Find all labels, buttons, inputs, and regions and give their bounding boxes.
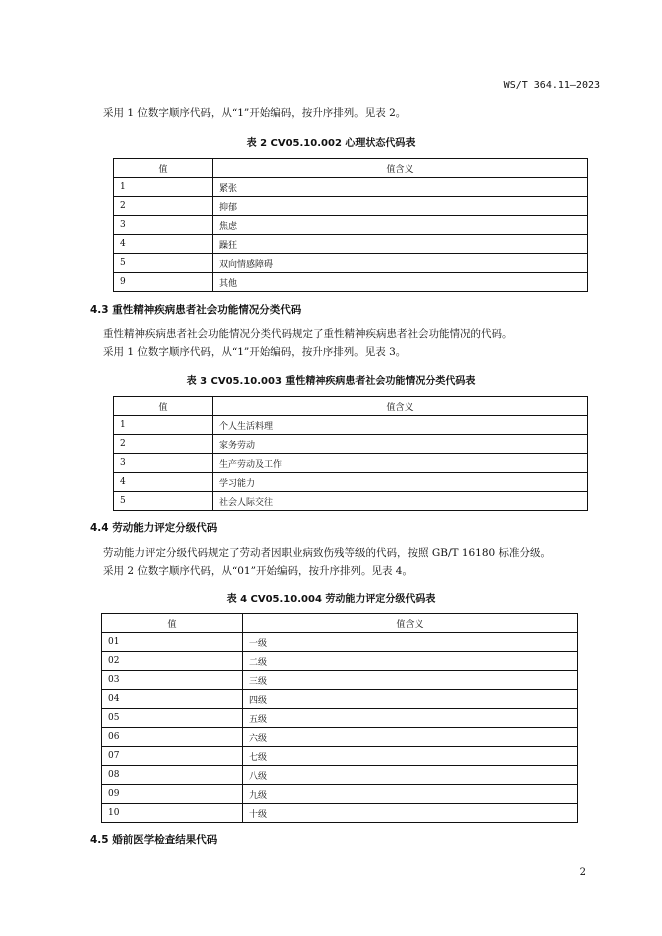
column-header-value: 值: [102, 614, 243, 633]
cell-meaning: 八级: [243, 766, 578, 785]
cell-meaning: 五级: [243, 709, 578, 728]
table-row: [102, 766, 578, 785]
cell-value: 1: [114, 416, 213, 435]
table-row: [102, 633, 578, 652]
cell-value: 3: [114, 216, 213, 235]
column-header-meaning: 值含义: [243, 614, 578, 633]
cell-value: 4: [114, 473, 213, 492]
cell-meaning: 双向情感障碍: [213, 254, 588, 273]
cell-value: 01: [102, 633, 243, 652]
cell-meaning: 三级: [243, 671, 578, 690]
cell-value: 5: [114, 492, 213, 511]
table-row: [114, 416, 588, 435]
cell-meaning: 九级: [243, 785, 578, 804]
table-row: [114, 197, 588, 216]
column-header-value: 值: [114, 397, 213, 416]
cell-meaning: 四级: [243, 690, 578, 709]
section-4-3-paragraph-2: 采用 1 位数字顺序代码，从“1”开始编码，按升序排列。见表 3。: [103, 346, 407, 358]
cell-meaning: 学习能力: [213, 473, 588, 492]
table3-caption: 表 3 CV05.10.003 重性精神疾病患者社会功能情况分类代码表: [186, 376, 476, 387]
cell-value: 4: [114, 235, 213, 254]
table-row: [114, 492, 588, 511]
table-row: [102, 671, 578, 690]
cell-meaning: 社会人际交往: [213, 492, 588, 511]
cell-value: 03: [102, 671, 243, 690]
cell-meaning: 躁狂: [213, 235, 588, 254]
cell-value: 06: [102, 728, 243, 747]
cell-value: 04: [102, 690, 243, 709]
table-row: [102, 690, 578, 709]
table-header-row: [102, 614, 578, 633]
cell-value: 2: [114, 435, 213, 454]
cell-meaning: 一级: [243, 633, 578, 652]
cell-meaning: 紧张: [213, 178, 588, 197]
cell-value: 02: [102, 652, 243, 671]
table2-psychological-state-codes: [113, 158, 588, 292]
table-row: [114, 178, 588, 197]
cell-meaning: 七级: [243, 747, 578, 766]
table2-intro-text: 采用 1 位数字顺序代码，从“1”开始编码，按升序排列。见表 2。: [103, 107, 407, 119]
table-row: [102, 728, 578, 747]
section-4-5-heading: 4.5 婚前医学检查结果代码: [90, 834, 218, 846]
table-header-row: [114, 397, 588, 416]
table-row: [114, 254, 588, 273]
cell-value: 9: [114, 273, 213, 292]
section-4-3-heading: 4.3 重性精神疾病患者社会功能情况分类代码: [90, 304, 302, 316]
cell-meaning: 生产劳动及工作: [213, 454, 588, 473]
table-row: [114, 454, 588, 473]
column-header-meaning: 值含义: [213, 397, 588, 416]
table-row: [102, 804, 578, 823]
section-4-4-paragraph-1: 劳动能力评定分级代码规定了劳动者因职业病致伤残等级的代码，按照 GB/T 16180 标准分级。: [103, 547, 552, 559]
table3-social-function-codes: [113, 396, 588, 511]
cell-meaning: 家务劳动: [213, 435, 588, 454]
cell-value: 3: [114, 454, 213, 473]
cell-value: 08: [102, 766, 243, 785]
column-header-meaning: 值含义: [213, 159, 588, 178]
page-number: 2: [579, 867, 586, 878]
cell-value: 5: [114, 254, 213, 273]
table2-caption: 表 2 CV05.10.002 心理状态代码表: [246, 138, 416, 149]
section-4-4-paragraph-2: 采用 2 位数字顺序代码，从“01”开始编码，按升序排列。见表 4。: [103, 565, 413, 577]
cell-value: 07: [102, 747, 243, 766]
cell-meaning: 焦虑: [213, 216, 588, 235]
column-header-value: 值: [114, 159, 213, 178]
table-row: [114, 216, 588, 235]
section-4-3-paragraph-1: 重性精神疾病患者社会功能情况分类代码规定了重性精神疾病患者社会功能情况的代码。: [103, 328, 513, 340]
cell-value: 09: [102, 785, 243, 804]
table-row: [102, 785, 578, 804]
table-row: [102, 747, 578, 766]
cell-value: 10: [102, 804, 243, 823]
cell-meaning: 六级: [243, 728, 578, 747]
document-code: WS/T 364.11—2023: [503, 80, 600, 91]
table-row: [114, 473, 588, 492]
cell-meaning: 二级: [243, 652, 578, 671]
table-row: [102, 652, 578, 671]
table4-caption: 表 4 CV05.10.004 劳动能力评定分级代码表: [226, 594, 436, 605]
table-row: [114, 435, 588, 454]
cell-meaning: 其他: [213, 273, 588, 292]
cell-meaning: 十级: [243, 804, 578, 823]
table-header-row: [114, 159, 588, 178]
cell-meaning: 个人生活料理: [213, 416, 588, 435]
cell-value: 1: [114, 178, 213, 197]
table-row: [114, 235, 588, 254]
cell-value: 05: [102, 709, 243, 728]
table-row: [114, 273, 588, 292]
cell-meaning: 抑郁: [213, 197, 588, 216]
section-4-4-heading: 4.4 劳动能力评定分级代码: [90, 522, 218, 534]
table4-work-capacity-codes: [101, 613, 578, 823]
table-row: [102, 709, 578, 728]
cell-value: 2: [114, 197, 213, 216]
